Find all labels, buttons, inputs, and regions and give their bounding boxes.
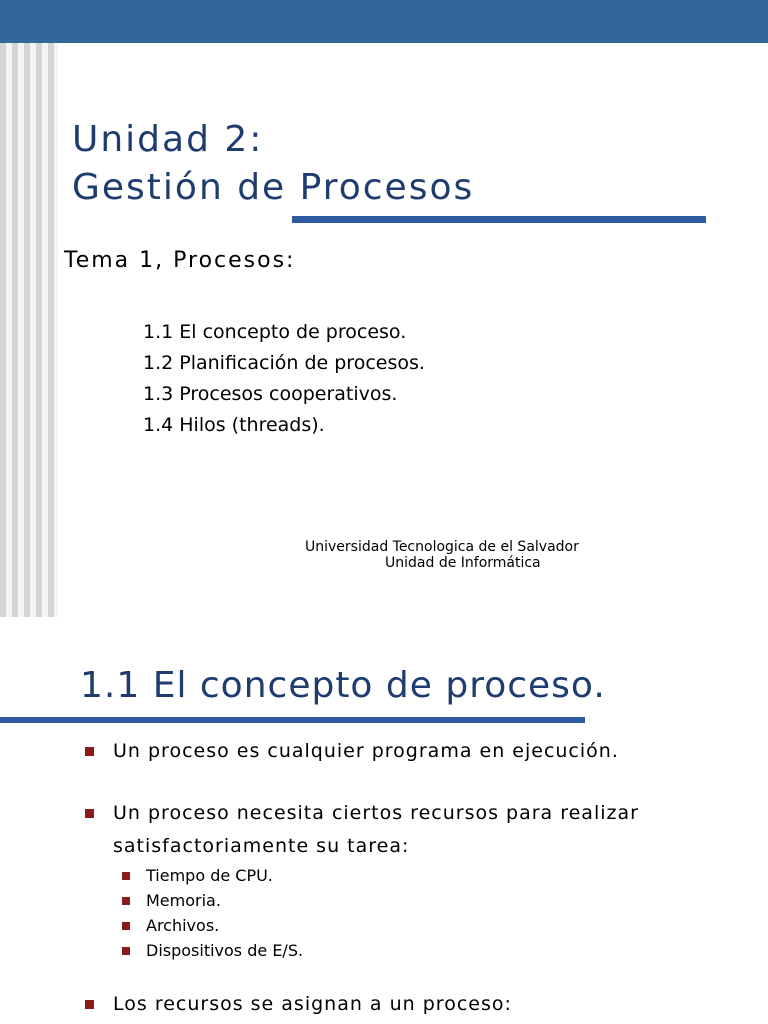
sub-bullet-square-icon xyxy=(122,947,130,955)
slide-2-title-underline xyxy=(0,717,585,723)
footer-university: Universidad Tecnologica de el Salvador xyxy=(305,539,579,555)
bullet-square-icon xyxy=(85,747,94,756)
slide-title xyxy=(72,116,474,212)
footer-unit: Unidad de Informática xyxy=(385,555,541,571)
sub-bullet-text: Memoria. xyxy=(146,891,221,910)
title-line-1: Unidad 2: xyxy=(72,119,264,160)
sub-bullet-item xyxy=(146,938,303,963)
sub-bullet-text: Archivos. xyxy=(146,916,220,935)
bullet-text-line-2: satisfactoriamente su tarea: xyxy=(113,835,410,857)
bullet-square-icon xyxy=(85,809,94,818)
topic-item: 1.4 Hilos (threads). xyxy=(143,414,325,436)
bullet-square-icon xyxy=(85,1000,94,1009)
sub-bullet-item xyxy=(146,863,273,888)
sub-bullet-item xyxy=(146,913,219,938)
tema-label: Tema 1, Procesos: xyxy=(64,248,296,273)
sub-bullet-square-icon xyxy=(122,922,130,930)
sub-bullet-square-icon xyxy=(122,897,130,905)
topic-item: 1.1 El concepto de proceso. xyxy=(143,321,407,343)
left-stripe-decoration xyxy=(0,43,58,617)
bullet-text: Los recursos se asignan a un proceso: xyxy=(113,993,512,1015)
top-accent-bar xyxy=(0,0,768,43)
bullet-item xyxy=(113,735,619,768)
slide-2-title: 1.1 El concepto de proceso. xyxy=(80,665,606,706)
topic-item: 1.2 Planificación de procesos. xyxy=(143,352,425,374)
title-line-2: Gestión de Procesos xyxy=(72,167,475,208)
bullet-text: Un proceso es cualquier programa en ejecución. xyxy=(113,740,619,762)
bullet-item xyxy=(113,797,639,863)
sub-bullet-text: Tiempo de CPU. xyxy=(146,866,273,885)
sub-bullet-item xyxy=(146,888,221,913)
bullet-text-line-1: Un proceso necesita ciertos recursos para realizar xyxy=(113,802,639,824)
bullet-item xyxy=(113,988,512,1021)
slide-footer xyxy=(305,539,579,571)
sub-bullet-text: Dispositivos de E/S. xyxy=(146,941,304,960)
sub-bullet-square-icon xyxy=(122,872,130,880)
topic-list xyxy=(143,317,425,441)
topic-item: 1.3 Procesos cooperativos. xyxy=(143,383,398,405)
title-underline xyxy=(292,216,706,223)
